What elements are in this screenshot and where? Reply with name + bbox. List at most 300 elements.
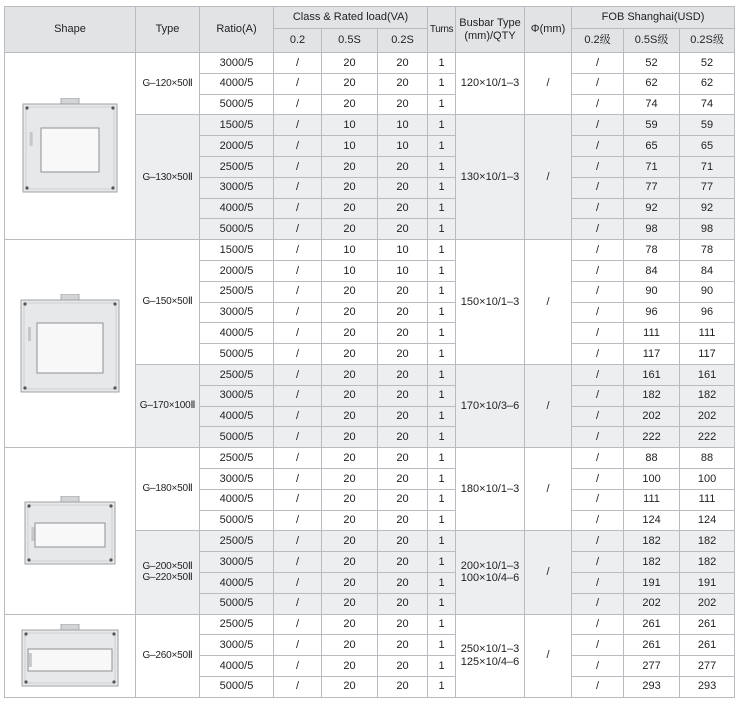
load-0.2s-cell: 20 xyxy=(378,53,428,74)
price-0.2-cell: / xyxy=(572,323,624,344)
price-0.2s-cell: 261 xyxy=(680,614,735,635)
busbar-label: 250×10/1–3 xyxy=(460,642,520,655)
phi-cell: / xyxy=(525,531,572,614)
header-busbar: Busbar Type (mm)/QTY xyxy=(456,7,525,53)
price-0.5s-cell: 65 xyxy=(624,136,680,157)
busbar-label: 180×10/1–3 xyxy=(460,482,520,495)
turns-cell: 1 xyxy=(428,219,456,240)
price-0.2s-cell: 222 xyxy=(680,427,735,448)
turns-cell: 1 xyxy=(428,136,456,157)
turns-cell: 1 xyxy=(428,427,456,448)
load-0.5s-cell: 10 xyxy=(322,115,378,136)
price-0.5s-cell: 90 xyxy=(624,281,680,302)
ratio-cell: 5000/5 xyxy=(200,510,274,531)
load-0.5s-cell: 20 xyxy=(322,468,378,489)
busbar-cell xyxy=(456,448,525,531)
busbar-label: 120×10/1–3 xyxy=(460,77,520,90)
header-class-0.2s: 0.2S xyxy=(378,29,428,53)
load-0.2-cell: / xyxy=(274,240,322,261)
load-0.2-cell: / xyxy=(274,94,322,115)
price-0.2s-cell: 84 xyxy=(680,260,735,281)
price-0.2-cell: / xyxy=(572,198,624,219)
load-0.2-cell: / xyxy=(274,115,322,136)
load-0.5s-cell: 20 xyxy=(322,156,378,177)
load-0.2-cell: / xyxy=(274,344,322,365)
phi-cell: / xyxy=(525,115,572,240)
load-0.2-cell: / xyxy=(274,427,322,448)
price-0.2-cell: / xyxy=(572,156,624,177)
load-0.2-cell: / xyxy=(274,281,322,302)
price-0.2s-cell: 202 xyxy=(680,406,735,427)
load-0.5s-cell: 20 xyxy=(322,94,378,115)
ratio-cell: 5000/5 xyxy=(200,344,274,365)
type-cell xyxy=(136,531,200,614)
load-0.5s-cell: 20 xyxy=(322,489,378,510)
ratio-cell: 2500/5 xyxy=(200,364,274,385)
turns-cell: 1 xyxy=(428,406,456,427)
price-0.2-cell: / xyxy=(572,344,624,365)
load-0.5s-cell: 20 xyxy=(322,281,378,302)
busbar-cell xyxy=(456,364,525,447)
load-0.2s-cell: 20 xyxy=(378,364,428,385)
shape-cell xyxy=(5,614,136,697)
load-0.2-cell: / xyxy=(274,53,322,74)
turns-cell: 1 xyxy=(428,593,456,614)
ratio-cell: 2500/5 xyxy=(200,448,274,469)
load-0.2s-cell: 20 xyxy=(378,448,428,469)
busbar-label-2: 100×10/4–6 xyxy=(460,572,520,585)
ratio-cell: 3000/5 xyxy=(200,302,274,323)
price-0.5s-cell: 88 xyxy=(624,448,680,469)
price-0.5s-cell: 182 xyxy=(624,385,680,406)
type-cell xyxy=(136,240,200,365)
price-0.5s-cell: 182 xyxy=(624,531,680,552)
price-0.2-cell: / xyxy=(572,302,624,323)
load-0.2-cell: / xyxy=(274,260,322,281)
load-0.2-cell: / xyxy=(274,73,322,94)
price-0.2-cell: / xyxy=(572,94,624,115)
turns-cell: 1 xyxy=(428,448,456,469)
ratio-cell: 4000/5 xyxy=(200,198,274,219)
ratio-cell: 5000/5 xyxy=(200,219,274,240)
ratio-cell: 5000/5 xyxy=(200,427,274,448)
price-0.2s-cell: 124 xyxy=(680,510,735,531)
load-0.2s-cell: 20 xyxy=(378,468,428,489)
price-0.2-cell: / xyxy=(572,136,624,157)
price-0.5s-cell: 59 xyxy=(624,115,680,136)
turns-cell: 1 xyxy=(428,614,456,635)
turns-cell: 1 xyxy=(428,302,456,323)
ratio-cell: 1500/5 xyxy=(200,115,274,136)
load-0.2s-cell: 20 xyxy=(378,510,428,531)
table-row xyxy=(5,614,735,635)
type-label-2: G–220×50Ⅱ xyxy=(142,572,193,584)
turns-cell: 1 xyxy=(428,635,456,656)
load-0.2s-cell: 10 xyxy=(378,136,428,157)
load-0.5s-cell: 20 xyxy=(322,448,378,469)
header-class-0.5s: 0.5S xyxy=(322,29,378,53)
type-cell xyxy=(136,115,200,240)
ratio-cell: 3000/5 xyxy=(200,552,274,573)
price-0.5s-cell: 117 xyxy=(624,344,680,365)
ratio-cell: 2500/5 xyxy=(200,531,274,552)
price-0.5s-cell: 191 xyxy=(624,572,680,593)
turns-cell: 1 xyxy=(428,198,456,219)
ratio-cell: 4000/5 xyxy=(200,323,274,344)
header-ratio: Ratio(A) xyxy=(200,7,274,53)
price-0.2s-cell: 77 xyxy=(680,177,735,198)
price-0.2s-cell: 191 xyxy=(680,572,735,593)
turns-cell: 1 xyxy=(428,572,456,593)
table-row xyxy=(5,240,735,261)
load-0.2s-cell: 20 xyxy=(378,635,428,656)
price-0.2s-cell: 78 xyxy=(680,240,735,261)
ratio-cell: 3000/5 xyxy=(200,53,274,74)
load-0.5s-cell: 20 xyxy=(322,385,378,406)
type-label: G–200×50Ⅱ xyxy=(142,560,193,572)
price-0.5s-cell: 261 xyxy=(624,635,680,656)
load-0.2-cell: / xyxy=(274,198,322,219)
type-label: G–150×50Ⅱ xyxy=(142,296,193,308)
shape-cell xyxy=(5,240,136,448)
busbar-label: 170×10/3–6 xyxy=(460,399,520,412)
shape-cell xyxy=(5,448,136,614)
shape-cell xyxy=(5,53,136,240)
load-0.2-cell: / xyxy=(274,385,322,406)
load-0.5s-cell: 20 xyxy=(322,531,378,552)
turns-cell: 1 xyxy=(428,364,456,385)
ct-image-2 xyxy=(20,294,120,394)
ratio-cell: 3000/5 xyxy=(200,468,274,489)
header-class-load: Class & Rated load(VA) xyxy=(274,7,428,29)
ratio-cell: 4000/5 xyxy=(200,572,274,593)
ratio-cell: 5000/5 xyxy=(200,94,274,115)
price-0.2-cell: / xyxy=(572,53,624,74)
type-label: G–130×50Ⅱ xyxy=(142,171,193,183)
price-0.5s-cell: 222 xyxy=(624,427,680,448)
load-0.5s-cell: 20 xyxy=(322,614,378,635)
load-0.2-cell: / xyxy=(274,552,322,573)
load-0.5s-cell: 10 xyxy=(322,240,378,261)
turns-cell: 1 xyxy=(428,156,456,177)
type-label: G–170×100Ⅱ xyxy=(139,400,196,412)
load-0.2s-cell: 20 xyxy=(378,676,428,697)
turns-cell: 1 xyxy=(428,468,456,489)
load-0.2-cell: / xyxy=(274,448,322,469)
load-0.2-cell: / xyxy=(274,510,322,531)
ratio-cell: 2500/5 xyxy=(200,281,274,302)
load-0.2s-cell: 20 xyxy=(378,406,428,427)
phi-cell: / xyxy=(525,240,572,365)
busbar-cell xyxy=(456,531,525,614)
load-0.5s-cell: 20 xyxy=(322,406,378,427)
load-0.5s-cell: 20 xyxy=(322,676,378,697)
load-0.2s-cell: 20 xyxy=(378,572,428,593)
load-0.2s-cell: 20 xyxy=(378,281,428,302)
busbar-cell xyxy=(456,240,525,365)
price-0.2-cell: / xyxy=(572,552,624,573)
load-0.5s-cell: 20 xyxy=(322,198,378,219)
price-0.2s-cell: 92 xyxy=(680,198,735,219)
ratio-cell: 4000/5 xyxy=(200,406,274,427)
load-0.2s-cell: 20 xyxy=(378,489,428,510)
price-0.2-cell: / xyxy=(572,427,624,448)
price-0.5s-cell: 92 xyxy=(624,198,680,219)
busbar-label-2: 125×10/4–6 xyxy=(460,655,520,668)
price-0.2s-cell: 90 xyxy=(680,281,735,302)
load-0.5s-cell: 20 xyxy=(322,302,378,323)
price-0.2-cell: / xyxy=(572,635,624,656)
price-0.2s-cell: 52 xyxy=(680,53,735,74)
price-0.2s-cell: 65 xyxy=(680,136,735,157)
price-0.5s-cell: 98 xyxy=(624,219,680,240)
turns-cell: 1 xyxy=(428,323,456,344)
price-0.2-cell: / xyxy=(572,281,624,302)
phi-cell: / xyxy=(525,364,572,447)
ratio-cell: 3000/5 xyxy=(200,385,274,406)
price-0.5s-cell: 111 xyxy=(624,323,680,344)
ratio-cell: 5000/5 xyxy=(200,593,274,614)
price-0.5s-cell: 277 xyxy=(624,656,680,677)
price-0.2s-cell: 74 xyxy=(680,94,735,115)
type-cell xyxy=(136,364,200,447)
turns-cell: 1 xyxy=(428,344,456,365)
turns-cell: 1 xyxy=(428,676,456,697)
price-0.5s-cell: 52 xyxy=(624,53,680,74)
price-0.2s-cell: 111 xyxy=(680,323,735,344)
price-0.2s-cell: 117 xyxy=(680,344,735,365)
price-0.2s-cell: 293 xyxy=(680,676,735,697)
ratio-cell: 4000/5 xyxy=(200,489,274,510)
load-0.5s-cell: 20 xyxy=(322,73,378,94)
load-0.2s-cell: 20 xyxy=(378,323,428,344)
load-0.2s-cell: 20 xyxy=(378,552,428,573)
type-cell xyxy=(136,53,200,115)
busbar-cell xyxy=(456,115,525,240)
load-0.5s-cell: 20 xyxy=(322,323,378,344)
price-0.5s-cell: 78 xyxy=(624,240,680,261)
busbar-cell xyxy=(456,614,525,697)
load-0.2-cell: / xyxy=(274,593,322,614)
load-0.5s-cell: 20 xyxy=(322,510,378,531)
turns-cell: 1 xyxy=(428,94,456,115)
load-0.5s-cell: 20 xyxy=(322,53,378,74)
header-fob-0.5s: 0.5S级 xyxy=(624,29,680,53)
load-0.2s-cell: 20 xyxy=(378,156,428,177)
load-0.2-cell: / xyxy=(274,635,322,656)
load-0.2s-cell: 10 xyxy=(378,240,428,261)
table-body xyxy=(5,53,735,698)
price-0.5s-cell: 62 xyxy=(624,73,680,94)
type-label: G–120×50Ⅱ xyxy=(142,77,193,89)
price-0.2-cell: / xyxy=(572,364,624,385)
price-0.2-cell: / xyxy=(572,219,624,240)
price-0.2s-cell: 71 xyxy=(680,156,735,177)
load-0.2s-cell: 20 xyxy=(378,73,428,94)
header-class-0.2: 0.2 xyxy=(274,29,322,53)
header-phi: Φ(mm) xyxy=(525,7,572,53)
turns-cell: 1 xyxy=(428,115,456,136)
price-0.2s-cell: 111 xyxy=(680,489,735,510)
price-0.2s-cell: 202 xyxy=(680,593,735,614)
turns-cell: 1 xyxy=(428,177,456,198)
load-0.2s-cell: 20 xyxy=(378,94,428,115)
price-0.5s-cell: 74 xyxy=(624,94,680,115)
load-0.2-cell: / xyxy=(274,656,322,677)
table-row xyxy=(5,448,735,469)
load-0.2-cell: / xyxy=(274,364,322,385)
turns-cell: 1 xyxy=(428,281,456,302)
price-0.2-cell: / xyxy=(572,572,624,593)
price-0.2-cell: / xyxy=(572,177,624,198)
load-0.2-cell: / xyxy=(274,676,322,697)
load-0.2-cell: / xyxy=(274,614,322,635)
load-0.5s-cell: 20 xyxy=(322,177,378,198)
load-0.2s-cell: 20 xyxy=(378,656,428,677)
load-0.2-cell: / xyxy=(274,219,322,240)
price-0.2s-cell: 277 xyxy=(680,656,735,677)
price-0.2s-cell: 182 xyxy=(680,385,735,406)
load-0.2s-cell: 20 xyxy=(378,198,428,219)
price-0.2s-cell: 59 xyxy=(680,115,735,136)
load-0.2-cell: / xyxy=(274,136,322,157)
price-0.5s-cell: 261 xyxy=(624,614,680,635)
price-0.2-cell: / xyxy=(572,468,624,489)
price-0.2-cell: / xyxy=(572,240,624,261)
price-0.2-cell: / xyxy=(572,531,624,552)
header-shape: Shape xyxy=(5,7,136,53)
load-0.5s-cell: 20 xyxy=(322,219,378,240)
price-0.2-cell: / xyxy=(572,385,624,406)
spec-table xyxy=(4,6,735,698)
turns-cell: 1 xyxy=(428,385,456,406)
turns-cell: 1 xyxy=(428,240,456,261)
load-0.2s-cell: 20 xyxy=(378,427,428,448)
load-0.5s-cell: 20 xyxy=(322,593,378,614)
price-0.5s-cell: 71 xyxy=(624,156,680,177)
price-0.2-cell: / xyxy=(572,260,624,281)
load-0.5s-cell: 10 xyxy=(322,260,378,281)
load-0.2-cell: / xyxy=(274,489,322,510)
price-0.5s-cell: 202 xyxy=(624,406,680,427)
turns-cell: 1 xyxy=(428,53,456,74)
price-0.5s-cell: 202 xyxy=(624,593,680,614)
price-0.2-cell: / xyxy=(572,614,624,635)
table-row xyxy=(5,53,735,74)
ratio-cell: 2500/5 xyxy=(200,614,274,635)
ratio-cell: 2500/5 xyxy=(200,156,274,177)
price-0.2-cell: / xyxy=(572,510,624,531)
load-0.2s-cell: 20 xyxy=(378,593,428,614)
price-0.2s-cell: 100 xyxy=(680,468,735,489)
ct-image-4 xyxy=(21,624,119,688)
type-cell xyxy=(136,614,200,697)
load-0.2-cell: / xyxy=(274,177,322,198)
header-type: Type xyxy=(136,7,200,53)
price-0.2s-cell: 182 xyxy=(680,552,735,573)
price-0.2s-cell: 88 xyxy=(680,448,735,469)
ratio-cell: 1500/5 xyxy=(200,240,274,261)
load-0.2-cell: / xyxy=(274,531,322,552)
turns-cell: 1 xyxy=(428,510,456,531)
price-0.5s-cell: 161 xyxy=(624,364,680,385)
load-0.5s-cell: 20 xyxy=(322,552,378,573)
busbar-cell xyxy=(456,53,525,115)
turns-cell: 1 xyxy=(428,656,456,677)
load-0.5s-cell: 20 xyxy=(322,344,378,365)
load-0.2-cell: / xyxy=(274,572,322,593)
price-0.2-cell: / xyxy=(572,656,624,677)
busbar-label: 200×10/1–3 xyxy=(460,559,520,572)
type-label: G–260×50Ⅱ xyxy=(142,649,193,661)
load-0.2s-cell: 20 xyxy=(378,531,428,552)
load-0.2s-cell: 20 xyxy=(378,385,428,406)
load-0.2s-cell: 20 xyxy=(378,177,428,198)
load-0.2s-cell: 20 xyxy=(378,219,428,240)
ratio-cell: 4000/5 xyxy=(200,656,274,677)
ratio-cell: 2000/5 xyxy=(200,136,274,157)
price-0.5s-cell: 77 xyxy=(624,177,680,198)
load-0.5s-cell: 20 xyxy=(322,635,378,656)
price-0.5s-cell: 293 xyxy=(624,676,680,697)
price-0.2-cell: / xyxy=(572,593,624,614)
price-0.2-cell: / xyxy=(572,676,624,697)
load-0.2s-cell: 20 xyxy=(378,344,428,365)
busbar-label: 130×10/1–3 xyxy=(460,170,520,183)
header-row-1 xyxy=(5,7,735,29)
price-0.5s-cell: 96 xyxy=(624,302,680,323)
price-0.2-cell: / xyxy=(572,489,624,510)
load-0.2s-cell: 20 xyxy=(378,614,428,635)
price-0.5s-cell: 124 xyxy=(624,510,680,531)
ratio-cell: 2000/5 xyxy=(200,260,274,281)
turns-cell: 1 xyxy=(428,552,456,573)
load-0.5s-cell: 20 xyxy=(322,572,378,593)
price-0.2-cell: / xyxy=(572,73,624,94)
phi-cell: / xyxy=(525,53,572,115)
load-0.5s-cell: 20 xyxy=(322,656,378,677)
price-0.2-cell: / xyxy=(572,448,624,469)
load-0.2-cell: / xyxy=(274,468,322,489)
price-0.2s-cell: 261 xyxy=(680,635,735,656)
busbar-label: 150×10/1–3 xyxy=(460,295,520,308)
price-0.2-cell: / xyxy=(572,406,624,427)
ratio-cell: 5000/5 xyxy=(200,676,274,697)
turns-cell: 1 xyxy=(428,260,456,281)
load-0.2-cell: / xyxy=(274,406,322,427)
price-0.2-cell: / xyxy=(572,115,624,136)
load-0.2s-cell: 20 xyxy=(378,302,428,323)
price-0.5s-cell: 100 xyxy=(624,468,680,489)
load-0.5s-cell: 20 xyxy=(322,364,378,385)
phi-cell: / xyxy=(525,448,572,531)
header-fob-0.2: 0.2级 xyxy=(572,29,624,53)
load-0.5s-cell: 20 xyxy=(322,427,378,448)
price-0.5s-cell: 182 xyxy=(624,552,680,573)
load-0.2-cell: / xyxy=(274,156,322,177)
price-0.2s-cell: 96 xyxy=(680,302,735,323)
price-0.2s-cell: 182 xyxy=(680,531,735,552)
turns-cell: 1 xyxy=(428,73,456,94)
phi-cell: / xyxy=(525,614,572,697)
type-cell xyxy=(136,448,200,531)
load-0.2s-cell: 10 xyxy=(378,260,428,281)
turns-cell: 1 xyxy=(428,531,456,552)
type-label: G–180×50Ⅱ xyxy=(142,483,193,495)
load-0.5s-cell: 10 xyxy=(322,136,378,157)
price-0.2s-cell: 161 xyxy=(680,364,735,385)
load-0.2s-cell: 10 xyxy=(378,115,428,136)
